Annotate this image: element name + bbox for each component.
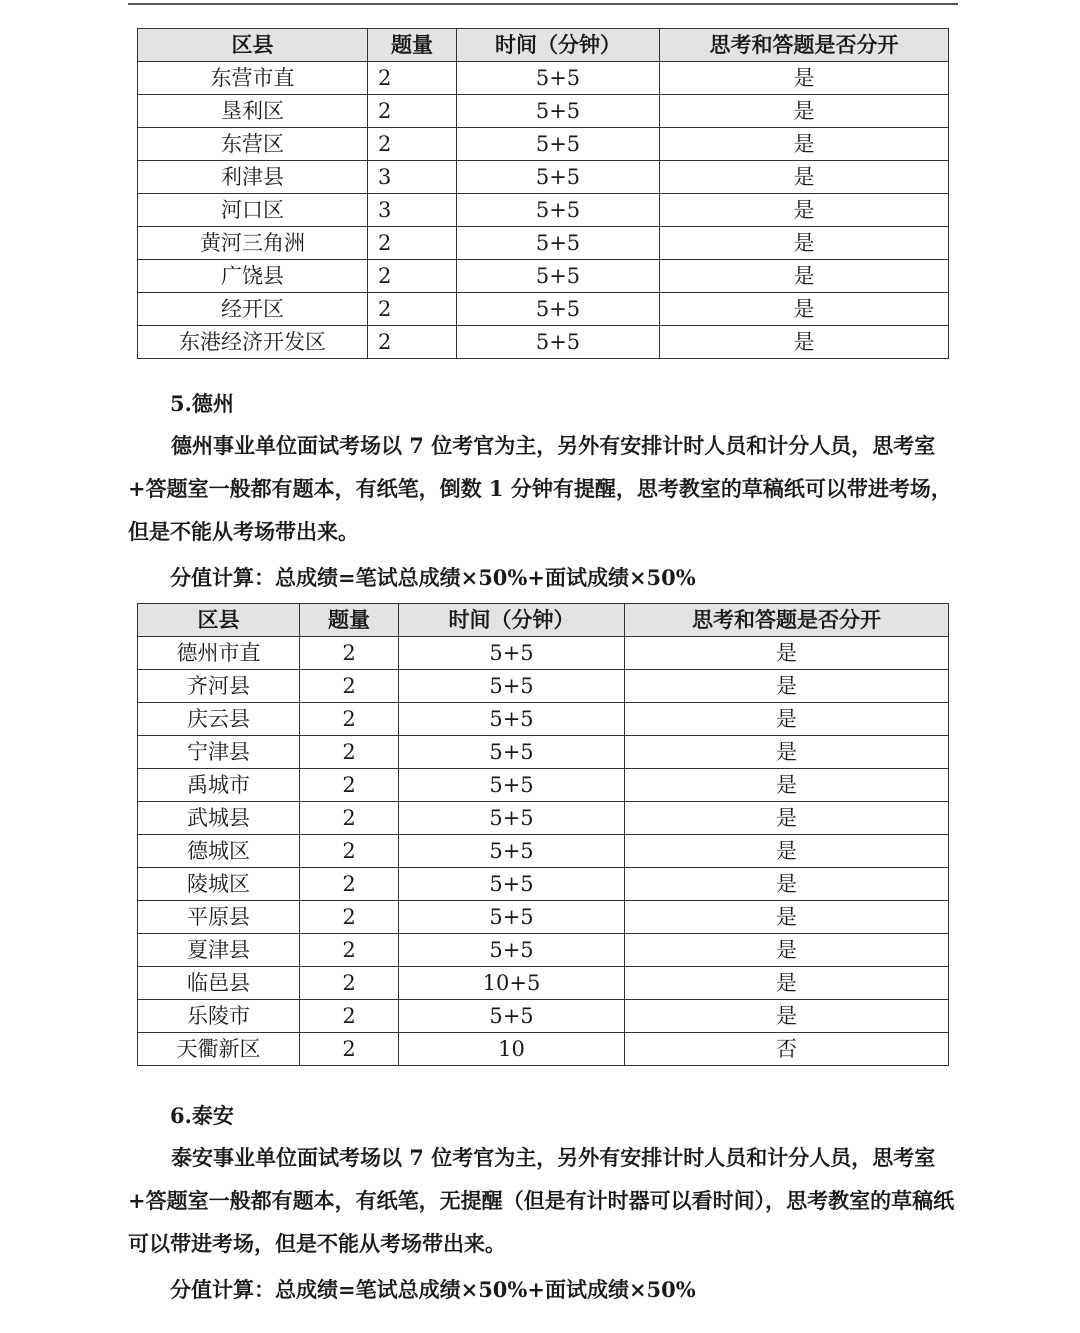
district-cell: 河口区 [138, 194, 368, 227]
district-cell: 禹城市 [138, 769, 300, 802]
question-count-cell: 2 [368, 95, 457, 128]
district-cell: 乐陵市 [138, 1000, 300, 1033]
table-row [138, 934, 949, 967]
table-row [138, 227, 949, 260]
section-heading-dezhou: 5.德州 [170, 391, 234, 416]
time-cell: 5+5 [399, 670, 625, 703]
time-cell: 5+5 [399, 802, 625, 835]
question-count-cell: 2 [300, 703, 399, 736]
separate-cell: 是 [660, 128, 949, 161]
question-count-cell: 2 [300, 802, 399, 835]
time-cell: 5+5 [457, 128, 660, 161]
col-header-question-count: 题量 [368, 29, 457, 62]
table-row [138, 128, 949, 161]
question-count-cell: 2 [300, 637, 399, 670]
district-cell: 经开区 [138, 293, 368, 326]
district-cell: 宁津县 [138, 736, 300, 769]
table-row [138, 967, 949, 1000]
question-count-cell: 2 [300, 769, 399, 802]
separate-cell: 是 [660, 194, 949, 227]
question-count-cell: 2 [368, 293, 457, 326]
dezhou-exam-table [137, 603, 949, 1066]
time-cell: 5+5 [457, 95, 660, 128]
separate-cell: 是 [625, 703, 949, 736]
question-count-cell: 3 [368, 161, 457, 194]
table-row [138, 736, 949, 769]
separate-cell: 是 [660, 62, 949, 95]
time-cell: 5+5 [399, 901, 625, 934]
table-row [138, 260, 949, 293]
district-cell: 东港经济开发区 [138, 326, 368, 359]
district-cell: 齐河县 [138, 670, 300, 703]
question-count-cell: 2 [368, 128, 457, 161]
col-header-separate: 思考和答题是否分开 [660, 29, 949, 62]
separate-cell: 是 [625, 1000, 949, 1033]
question-count-cell: 2 [300, 934, 399, 967]
time-cell: 10 [399, 1033, 625, 1066]
time-cell: 5+5 [399, 637, 625, 670]
time-cell: 5+5 [399, 736, 625, 769]
time-cell: 10+5 [399, 967, 625, 1000]
col-header-time: 时间（分钟） [457, 29, 660, 62]
table-row [138, 769, 949, 802]
district-cell: 夏津县 [138, 934, 300, 967]
question-count-cell: 2 [300, 1033, 399, 1066]
table-body [138, 62, 949, 359]
separate-cell: 是 [660, 95, 949, 128]
time-cell: 5+5 [399, 868, 625, 901]
time-cell: 5+5 [399, 835, 625, 868]
table-row [138, 802, 949, 835]
district-cell: 陵城区 [138, 868, 300, 901]
time-cell: 5+5 [457, 62, 660, 95]
separate-cell: 是 [625, 835, 949, 868]
table-row [138, 293, 949, 326]
question-count-cell: 2 [300, 967, 399, 1000]
district-cell: 利津县 [138, 161, 368, 194]
question-count-cell: 2 [300, 835, 399, 868]
separate-cell: 是 [625, 670, 949, 703]
separate-cell: 是 [625, 736, 949, 769]
district-cell: 德城区 [138, 835, 300, 868]
separate-cell: 是 [660, 293, 949, 326]
top-divider [128, 3, 958, 5]
district-cell: 临邑县 [138, 967, 300, 1000]
district-cell: 黄河三角洲 [138, 227, 368, 260]
table-row [138, 1033, 949, 1066]
separate-cell: 是 [625, 901, 949, 934]
separate-cell: 是 [625, 868, 949, 901]
question-count-cell: 2 [300, 736, 399, 769]
score-formula-taian: 分值计算：总成绩=笔试总成绩×50%+面试成绩×50% [170, 1277, 696, 1302]
table-row [138, 1000, 949, 1033]
district-cell: 东营区 [138, 128, 368, 161]
col-header-time: 时间（分钟） [399, 604, 625, 637]
separate-cell: 是 [625, 637, 949, 670]
time-cell: 5+5 [457, 194, 660, 227]
table-body [138, 637, 949, 1066]
table-row [138, 326, 949, 359]
dongying-exam-table [137, 28, 949, 359]
section-heading-taian: 6.泰安 [170, 1103, 234, 1128]
district-cell: 东营市直 [138, 62, 368, 95]
table-row [138, 194, 949, 227]
separate-cell: 是 [625, 934, 949, 967]
separate-cell: 是 [625, 967, 949, 1000]
table-row [138, 703, 949, 736]
table-row [138, 901, 949, 934]
table-row [138, 670, 949, 703]
district-cell: 武城县 [138, 802, 300, 835]
question-count-cell: 2 [368, 62, 457, 95]
table-row [138, 62, 949, 95]
question-count-cell: 3 [368, 194, 457, 227]
question-count-cell: 2 [300, 901, 399, 934]
district-cell: 平原县 [138, 901, 300, 934]
col-header-district: 区县 [138, 29, 368, 62]
table-row [138, 95, 949, 128]
col-header-district: 区县 [138, 604, 300, 637]
separate-cell: 是 [660, 260, 949, 293]
time-cell: 5+5 [399, 769, 625, 802]
separate-cell: 是 [625, 802, 949, 835]
question-count-cell: 2 [368, 260, 457, 293]
district-cell: 天衢新区 [138, 1033, 300, 1066]
col-header-separate: 思考和答题是否分开 [625, 604, 949, 637]
separate-cell: 是 [660, 227, 949, 260]
separate-cell: 是 [660, 326, 949, 359]
time-cell: 5+5 [457, 260, 660, 293]
district-cell: 垦利区 [138, 95, 368, 128]
time-cell: 5+5 [399, 703, 625, 736]
separate-cell: 是 [660, 161, 949, 194]
separate-cell: 是 [625, 769, 949, 802]
table-row [138, 835, 949, 868]
question-count-cell: 2 [300, 868, 399, 901]
question-count-cell: 2 [300, 1000, 399, 1033]
time-cell: 5+5 [457, 227, 660, 260]
time-cell: 5+5 [399, 1000, 625, 1033]
district-cell: 广饶县 [138, 260, 368, 293]
question-count-cell: 2 [300, 670, 399, 703]
table-row [138, 868, 949, 901]
col-header-question-count: 题量 [300, 604, 399, 637]
table-row [138, 161, 949, 194]
time-cell: 5+5 [457, 326, 660, 359]
question-count-cell: 2 [368, 326, 457, 359]
time-cell: 5+5 [399, 934, 625, 967]
section-paragraph-taian: 泰安事业单位面试考场以 7 位考官为主，另外有安排计时人员和计分人员，思考室+答题室一般都有题本，有纸笔，无提醒（但是有计时器可以看时间），思考教室的草稿纸可以带进考场，但是不能从考场带出来。 [128, 1145, 955, 1256]
time-cell: 5+5 [457, 293, 660, 326]
section-paragraph-dezhou: 德州事业单位面试考场以 7 位考官为主，另外有安排计时人员和计分人员，思考室+答题室一般都有题本，有纸笔，倒数 1 分钟有提醒，思考教室的草稿纸可以带进考场，但是不能从考场带出来。 [128, 433, 952, 544]
time-cell: 5+5 [457, 161, 660, 194]
district-cell: 庆云县 [138, 703, 300, 736]
separate-cell: 否 [625, 1033, 949, 1066]
table-header-row [138, 604, 949, 637]
score-formula-dezhou: 分值计算：总成绩=笔试总成绩×50%+面试成绩×50% [170, 565, 696, 590]
table-header-row [138, 29, 949, 62]
district-cell: 德州市直 [138, 637, 300, 670]
question-count-cell: 2 [368, 227, 457, 260]
table-row [138, 637, 949, 670]
